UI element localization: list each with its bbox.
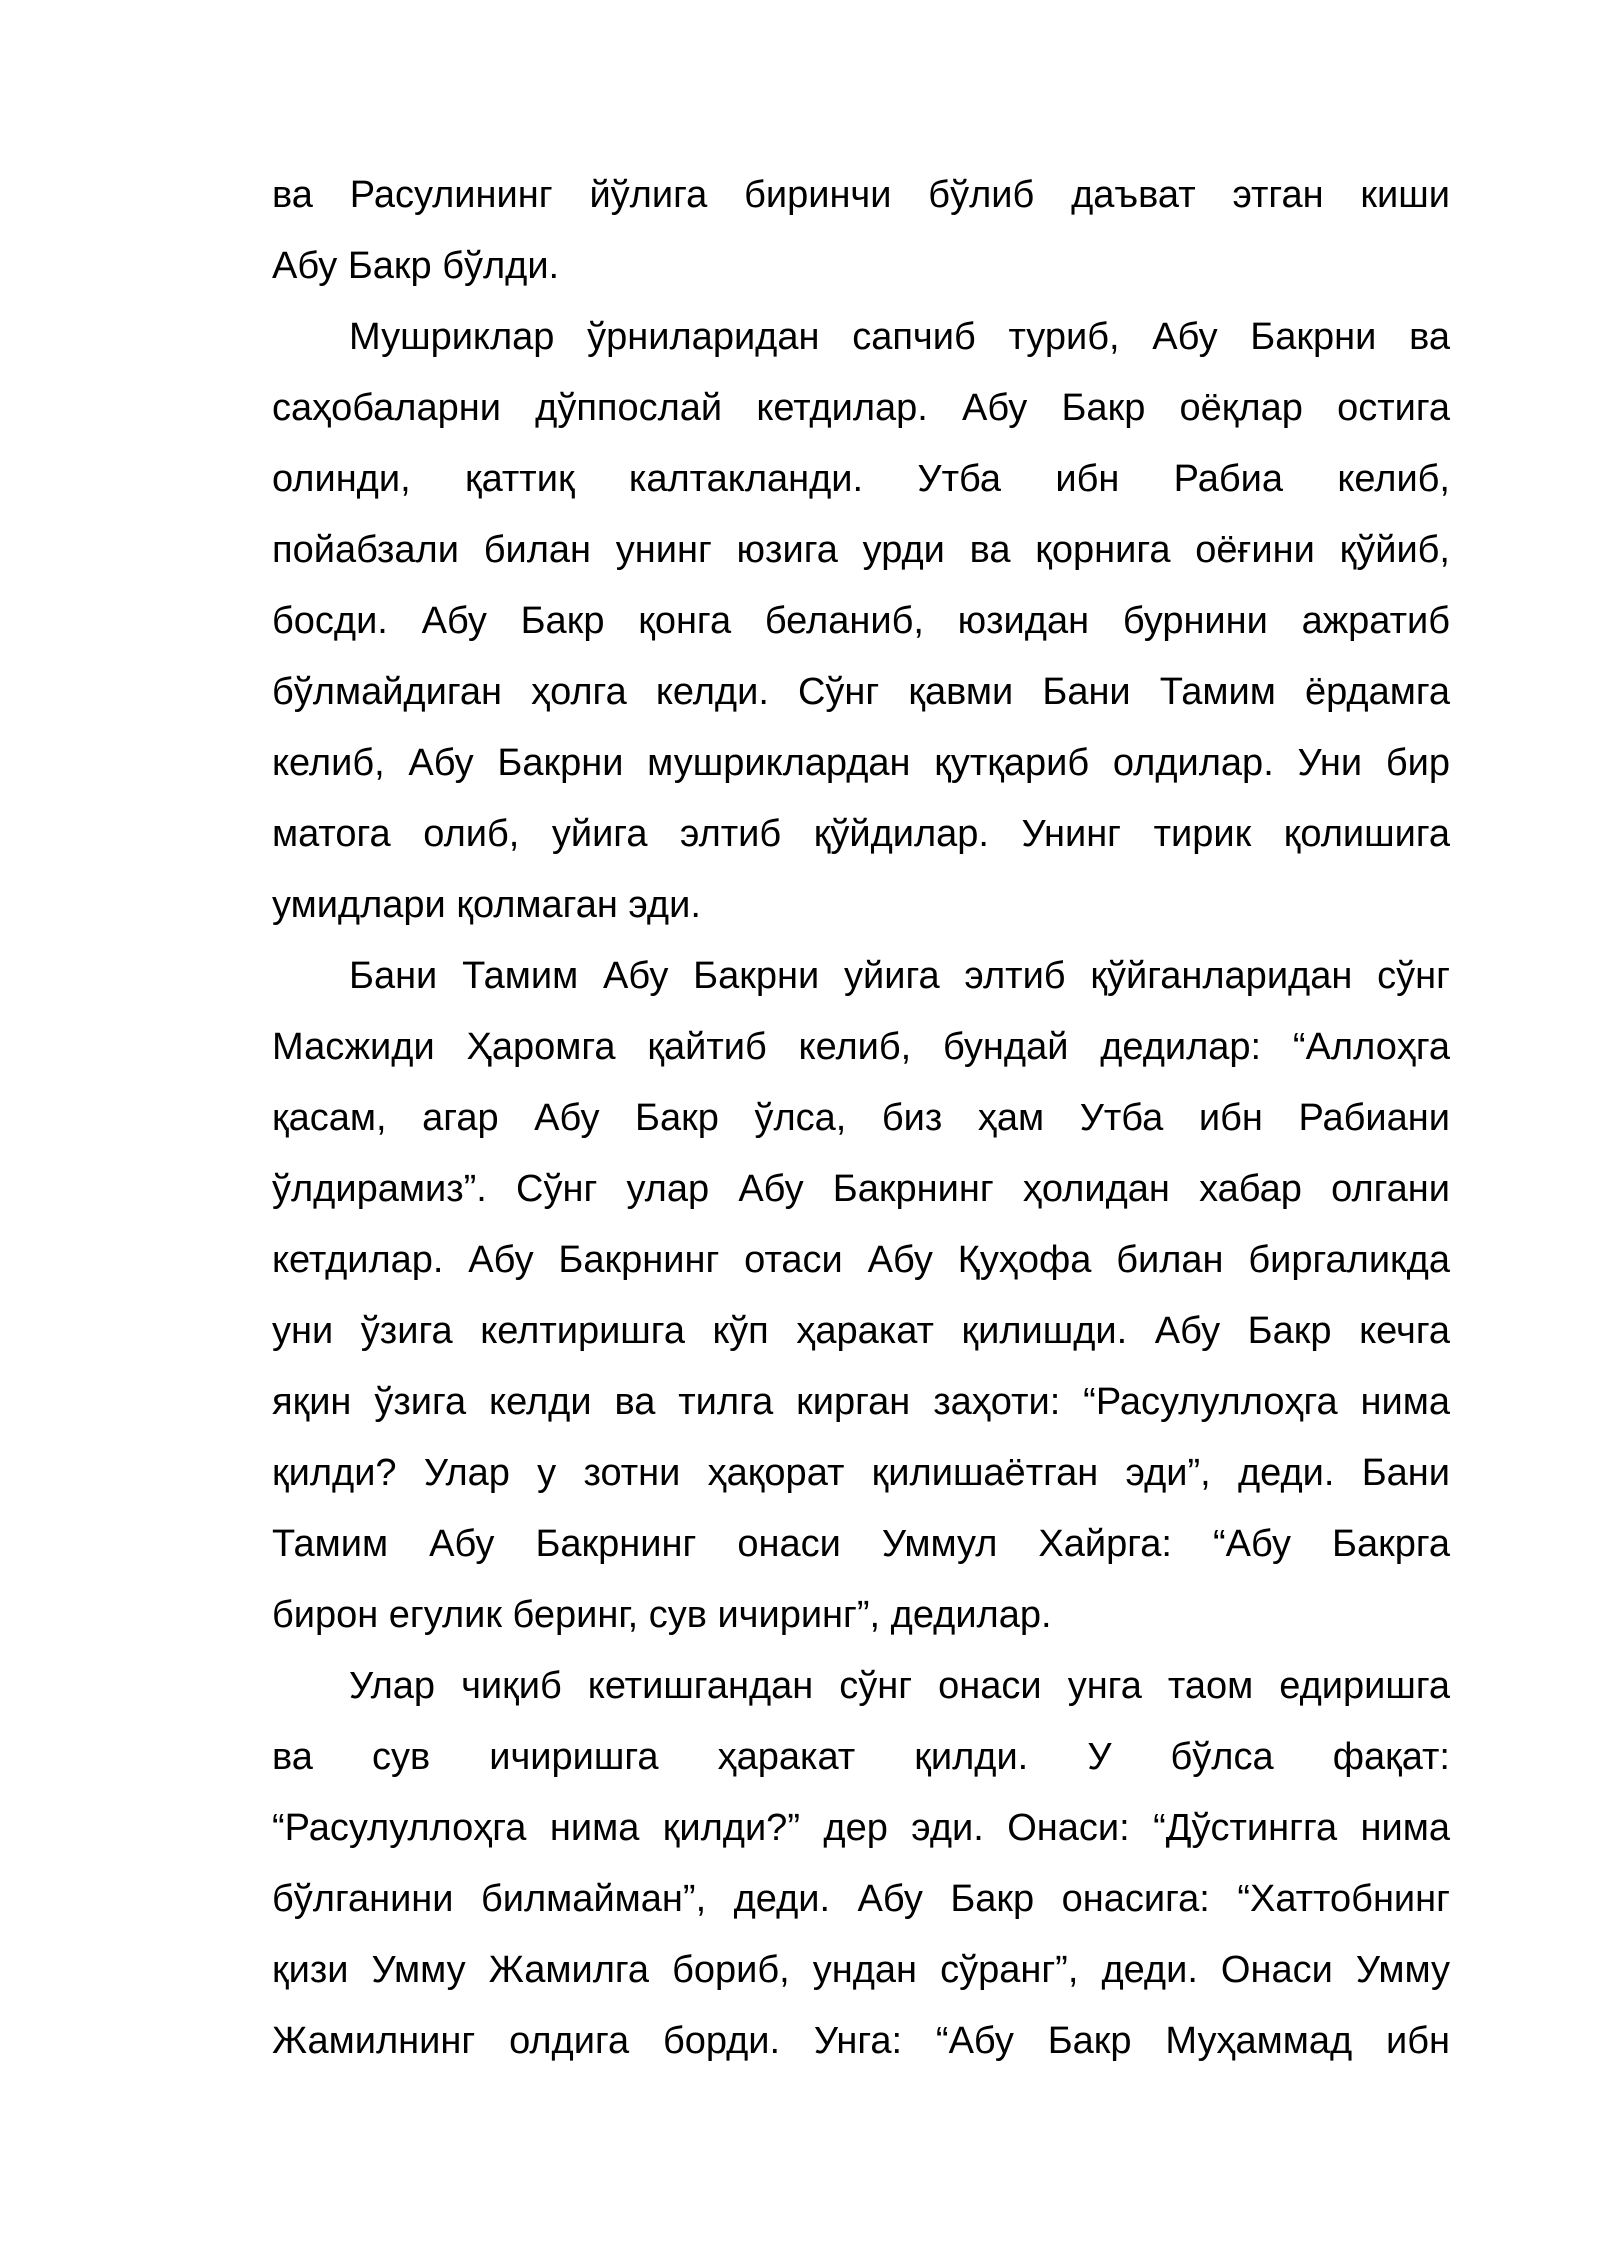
text-line: матога олиб, уйига элтиб қўйдилар. Унинг тирик қолишига — [272, 813, 1450, 855]
text-line: босди. Абу Бакр қонга беланиб, юзидан бурнини ажратиб — [272, 600, 1450, 642]
body-text — [272, 160, 1450, 2077]
text-line: саҳобаларни дўппослай кетдилар. Абу Бакр оёқлар остига — [272, 387, 1450, 429]
text-line: пойабзали билан унинг юзига урди ва қорнига оёғини қўйиб, — [272, 529, 1450, 571]
text-line: Улар чиқиб кетишгандан сўнг онаси унга таом едиришга — [349, 1665, 1450, 1707]
text-line: келиб, Абу Бакрни мушриклардан қутқариб олдилар. Уни бир — [272, 742, 1450, 784]
text-line: Мушриклар ўрниларидан сапчиб туриб, Абу Бакрни ва — [349, 316, 1450, 358]
text-line: Жамилнинг олдига борди. Унга: “Абу Бакр Муҳаммад ибн — [272, 2020, 1450, 2062]
paragraph-3 — [272, 941, 1450, 1651]
text-line: Масжиди Ҳаромга қайтиб келиб, бундай дедилар: “Аллоҳга — [272, 1026, 1450, 1068]
text-line: ва Расулининг йўлига биринчи бўлиб даъват этган киши — [272, 174, 1450, 216]
text-line: кетдилар. Абу Бакрнинг отаси Абу Қуҳофа билан биргаликда — [272, 1239, 1450, 1281]
text-line: Абу Бакр бўлди. — [272, 245, 560, 287]
text-line: қизи Умму Жамилга бориб, ундан сўранг”, деди. Онаси Умму — [272, 1949, 1450, 1991]
text-line: уни ўзига келтиришга кўп ҳаракат қилишди. Абу Бакр кечга — [272, 1310, 1450, 1352]
text-line: Тамим Абу Бакрнинг онаси Уммул Хайрга: “Абу Бакрга — [272, 1523, 1450, 1565]
text-line: қасам, агар Абу Бакр ўлса, биз ҳам Утба ибн Рабиани — [272, 1097, 1450, 1139]
text-line: бирон егулик беринг, сув ичиринг”, дедилар. — [272, 1594, 1052, 1636]
text-line: бўлмайдиган ҳолга келди. Сўнг қавми Бани Тамим ёрдамга — [272, 671, 1450, 713]
paragraph-1 — [272, 160, 1450, 302]
paragraph-2 — [272, 302, 1450, 941]
text-line: умидлари қолмаган эди. — [272, 884, 701, 926]
text-line: Бани Тамим Абу Бакрни уйига элтиб қўйганларидан сўнг — [349, 955, 1450, 997]
text-line: олинди, қаттиқ калтакланди. Утба ибн Рабиа келиб, — [272, 458, 1450, 500]
text-line: бўлганини билмайман”, деди. Абу Бакр онасига: “Хаттобнинг — [272, 1878, 1450, 1920]
paragraph-4 — [272, 1651, 1450, 2077]
text-line: “Расулуллоҳга нима қилди?” дер эди. Онаси: “Дўстингга нима — [272, 1807, 1450, 1849]
text-line: ва сув ичиришга ҳаракат қилди. У бўлса фақат: — [272, 1736, 1450, 1778]
text-line: қилди? Улар у зотни ҳақорат қилишаётган эди”, деди. Бани — [272, 1452, 1450, 1494]
text-line: яқин ўзига келди ва тилга кирган заҳоти: “Расулуллоҳга нима — [272, 1381, 1450, 1423]
text-line: ўлдирамиз”. Сўнг улар Абу Бакрнинг ҳолидан хабар олгани — [272, 1168, 1450, 1210]
